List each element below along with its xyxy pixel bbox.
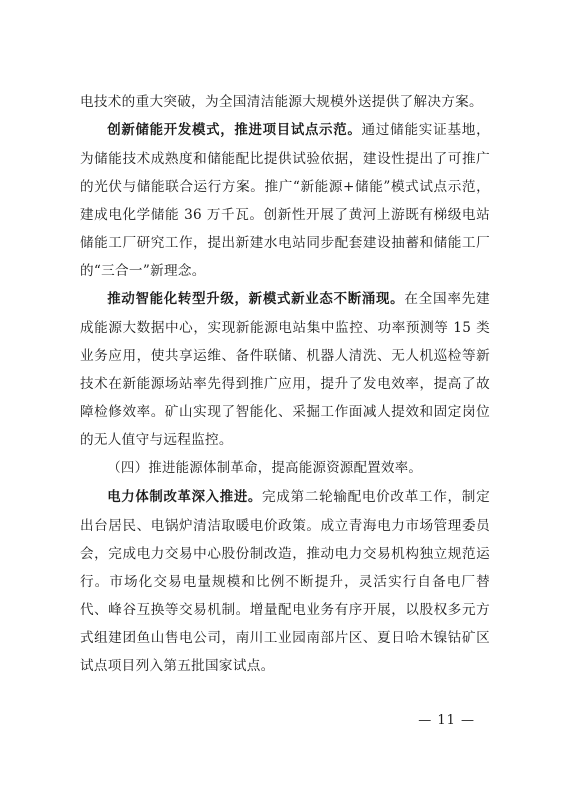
page-number: — 11 — — [418, 713, 475, 728]
paragraph-energy-storage — [80, 116, 490, 285]
document-body — [80, 88, 490, 680]
paragraph-lead: 电力体制改革深入推进。 — [107, 490, 262, 505]
paragraph-continuation — [80, 88, 490, 116]
paragraph-lead: 创新储能开发模式，推进项目试点示范。 — [107, 123, 362, 138]
paragraph-text: 完成第二轮输配电价改革工作，制定出台居民、电锅炉清洁取暖电价政策。成立青海电力市场管理委员会，完成电力交易中心股份制改造，推动电力交易机构独立规范运行。市场化交易电量规模和比例不断提升，灵活实行自备电厂替代、峰谷互换等交易机制。增量配电业务有序开展，以股权多元方式组建团鱼山售电公司，南川工业园南部片区、夏日哈木镍钴矿区试点项目列入第五批国家试点。 — [80, 489, 490, 674]
paragraph-lead: 推动智能化转型升级，新模式新业态不断涌现。 — [107, 292, 405, 307]
paragraph-power-reform — [80, 483, 490, 680]
paragraph-text: 电技术的重大突破，为全国清洁能源大规模外送提供了解决方案。 — [80, 94, 483, 110]
section-heading — [80, 454, 490, 483]
section-heading-text: （四）推进能源体制革命，提高能源资源配置效率。 — [107, 461, 423, 476]
paragraph-text: 通过储能实证基地，为储能技术成熟度和储能配比提供试验依据，建设性提出了可推广的光伏与储能联合运行方案。推广“新能源+储能”模式试点示范，建成电化学储能 36 万千瓦。创新性开展了黄河上游既有梯级电站储能工厂研究工作，提出新建水电站同步配套建设抽蓄和储能工厂的“三合一”新理念。 — [80, 122, 490, 279]
paragraph-text: 在全国率先建成能源大数据中心，实现新能源电站集中监控、功率预测等 15 类业务应用，使共享运维、备件联储、机器人清洗、无人机巡检等新技术在新能源场站率先得到推广应用，提升了发电效率，提高了故障检修效率。矿山实现了智能化、采掘工作面减人提效和固定岗位的无人值守与远程监控。 — [80, 291, 490, 448]
paragraph-intelligent-transformation — [80, 285, 490, 454]
